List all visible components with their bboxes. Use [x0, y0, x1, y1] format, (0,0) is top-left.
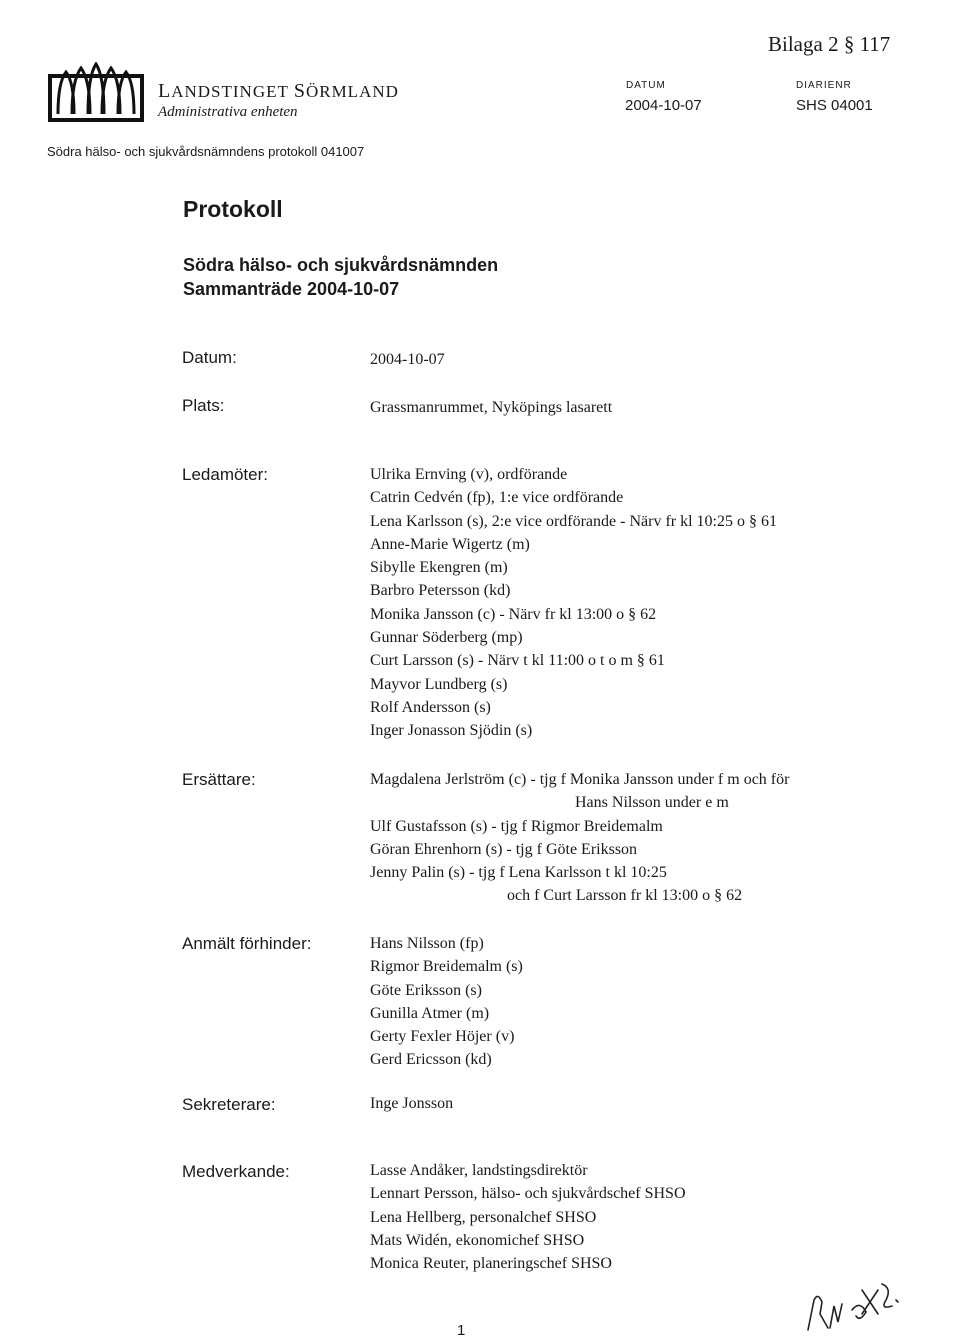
- list-item: Inger Jonasson Sjödin (s): [370, 722, 533, 740]
- list-item: Göte Eriksson (s): [370, 981, 482, 999]
- org-name-part: ANDSTINGET: [171, 82, 294, 101]
- list-item: och f Curt Larsson fr kl 13:00 o § 62: [507, 887, 743, 905]
- datum-header-value: 2004-10-07: [625, 97, 702, 114]
- ersattare-label: Ersättare:: [182, 770, 256, 789]
- list-item: Mayvor Lundberg (s): [370, 675, 508, 693]
- ledamoter-list: [370, 463, 777, 743]
- list-item: Mats Widén, ekonomichef SHSO: [370, 1231, 585, 1249]
- organization-name: [158, 80, 399, 103]
- list-item: Lennart Persson, hälso- och sjukvårdschef SHSO: [370, 1185, 686, 1203]
- bilaga-reference: Bilaga 2 § 117: [768, 32, 891, 56]
- list-item: Göran Ehrenhorn (s) - tjg f Göte Eriksson: [370, 840, 638, 858]
- ledamoter-label: Ledamöter:: [182, 465, 268, 484]
- org-name-initial: L: [158, 80, 172, 102]
- list-item: Jenny Palin (s) - tjg f Lena Karlsson t kl 10:25: [370, 864, 667, 882]
- list-item: Gunilla Atmer (m): [370, 1004, 490, 1022]
- sekreterare-label: Sekreterare:: [182, 1095, 276, 1114]
- org-name-part-2: ÖRMLAND: [305, 82, 399, 101]
- list-item: Catrin Cedvén (fp), 1:e vice ordförande: [370, 489, 624, 507]
- organization-unit: Administrativa enheten: [158, 104, 298, 120]
- medverkande-list: [370, 1159, 686, 1275]
- ersattare-list: [370, 768, 789, 908]
- sekreterare-value: Inge Jonsson: [370, 1095, 454, 1112]
- list-item: Rigmor Breidemalm (s): [370, 958, 523, 976]
- list-item: Anne-Marie Wigertz (m): [370, 535, 530, 553]
- list-item: Magdalena Jerlström (c) - tjg f Monika Jansson under f m och för: [370, 771, 790, 788]
- list-item: Hans Nilsson (fp): [370, 935, 484, 952]
- list-item: Gunnar Söderberg (mp): [370, 629, 523, 647]
- list-item: Ulf Gustafsson (s) - tjg f Rigmor Breidemalm: [370, 817, 663, 835]
- list-item: Gerd Ericsson (kd): [370, 1051, 492, 1069]
- diarienr-header-label: DIARIENR: [796, 80, 852, 91]
- meeting-date-heading: Sammanträde 2004-10-07: [183, 279, 400, 299]
- list-item: Lena Karlsson (s), 2:e vice ordförande - Närv fr kl 10:25 o § 61: [370, 512, 777, 530]
- document-title: Protokoll: [183, 196, 283, 222]
- list-item: Lena Hellberg, personalchef SHSO: [370, 1208, 597, 1226]
- org-name-initial-2: S: [293, 80, 306, 102]
- datum-label: Datum:: [182, 348, 237, 367]
- handwritten-initials: [800, 1270, 910, 1336]
- page-number: 1: [457, 1322, 466, 1339]
- list-item: Rolf Andersson (s): [370, 698, 491, 716]
- list-item: Sibylle Ekengren (m): [370, 559, 508, 577]
- protocol-reference: Södra hälso- och sjukvårdsnämndens protokoll 041007: [47, 144, 365, 159]
- committee-name: Södra hälso- och sjukvårdsnämnden: [183, 255, 499, 275]
- list-item: Gerty Fexler Höjer (v): [370, 1028, 515, 1046]
- list-item: Hans Nilsson under e m: [575, 794, 729, 812]
- list-item: Barbro Petersson (kd): [370, 582, 511, 600]
- plats-value: Grassmanrummet, Nyköpings lasarett: [370, 399, 613, 416]
- anmalt-forhinder-label: Anmält förhinder:: [182, 934, 312, 953]
- datum-value: 2004-10-07: [370, 351, 445, 368]
- list-item: Monika Jansson (c) - Närv fr kl 13:00 o § 62: [370, 605, 657, 623]
- plats-label: Plats:: [182, 396, 225, 415]
- diarienr-header-value: SHS 04001: [796, 97, 873, 114]
- list-item: Lasse Andåker, landstingsdirektör: [370, 1162, 588, 1179]
- list-item: Monica Reuter, planeringschef SHSO: [370, 1255, 612, 1273]
- anmalt-forhinder-list: [370, 932, 523, 1072]
- landsting-logo-icon: [48, 62, 144, 124]
- list-item: Ulrika Ernving (v), ordförande: [370, 466, 568, 483]
- datum-header-label: DATUM: [626, 80, 666, 91]
- medverkande-label: Medverkande:: [182, 1162, 290, 1181]
- list-item: Curt Larsson (s) - Närv t kl 11:00 o t o m § 61: [370, 652, 665, 670]
